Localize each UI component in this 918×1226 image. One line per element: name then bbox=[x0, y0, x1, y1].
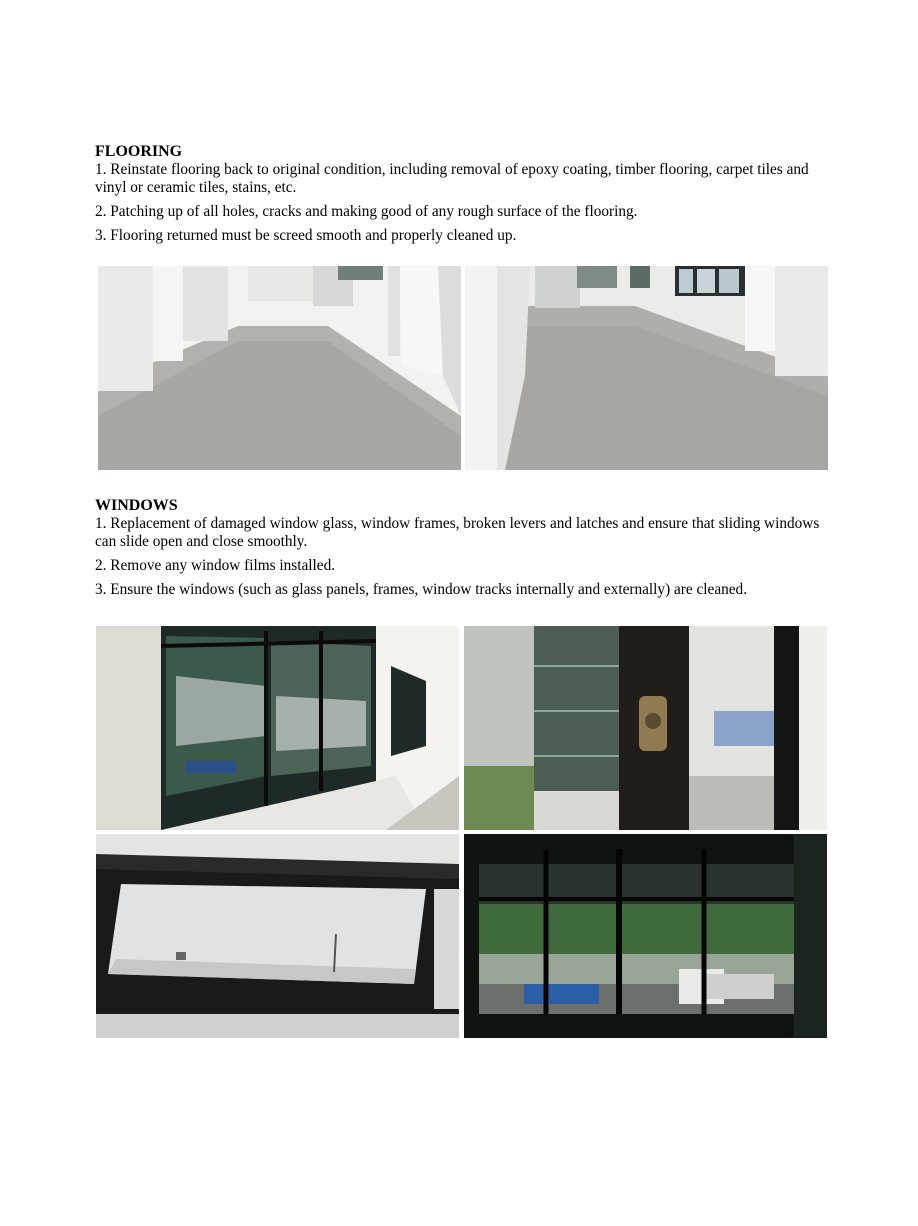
flooring-item-2: 2. Patching up of all holes, cracks and making good of any rough surface of the flooring. bbox=[95, 203, 638, 220]
windows-item-3: 3. Ensure the windows (such as glass panels, frames, window tracks internally and externally) are cleaned. bbox=[95, 581, 748, 598]
windows-photo-1 bbox=[96, 626, 459, 830]
flooring-photo-2 bbox=[465, 266, 828, 470]
flooring-section bbox=[95, 143, 835, 245]
windows-item-1: 1. Replacement of damaged window glass, window frames, broken levers and latches and ensure that sliding windows can slide open and close smoothly. bbox=[95, 515, 820, 550]
flooring-item-3: 3. Flooring returned must be screed smooth and properly cleaned up. bbox=[95, 227, 517, 244]
windows-photo-2 bbox=[464, 626, 827, 830]
flooring-photo-1 bbox=[98, 266, 461, 470]
windows-item-2: 2. Remove any window films installed. bbox=[95, 557, 336, 574]
windows-photo-3 bbox=[96, 834, 459, 1038]
windows-heading: WINDOWS bbox=[95, 497, 178, 514]
windows-section bbox=[95, 497, 835, 599]
flooring-heading: FLOORING bbox=[95, 143, 183, 160]
windows-photo-4 bbox=[464, 834, 827, 1038]
flooring-item-1: 1. Reinstate flooring back to original condition, including removal of epoxy coating, timber flooring, carpet tiles and vinyl or ceramic tiles, stains, etc. bbox=[95, 161, 809, 196]
